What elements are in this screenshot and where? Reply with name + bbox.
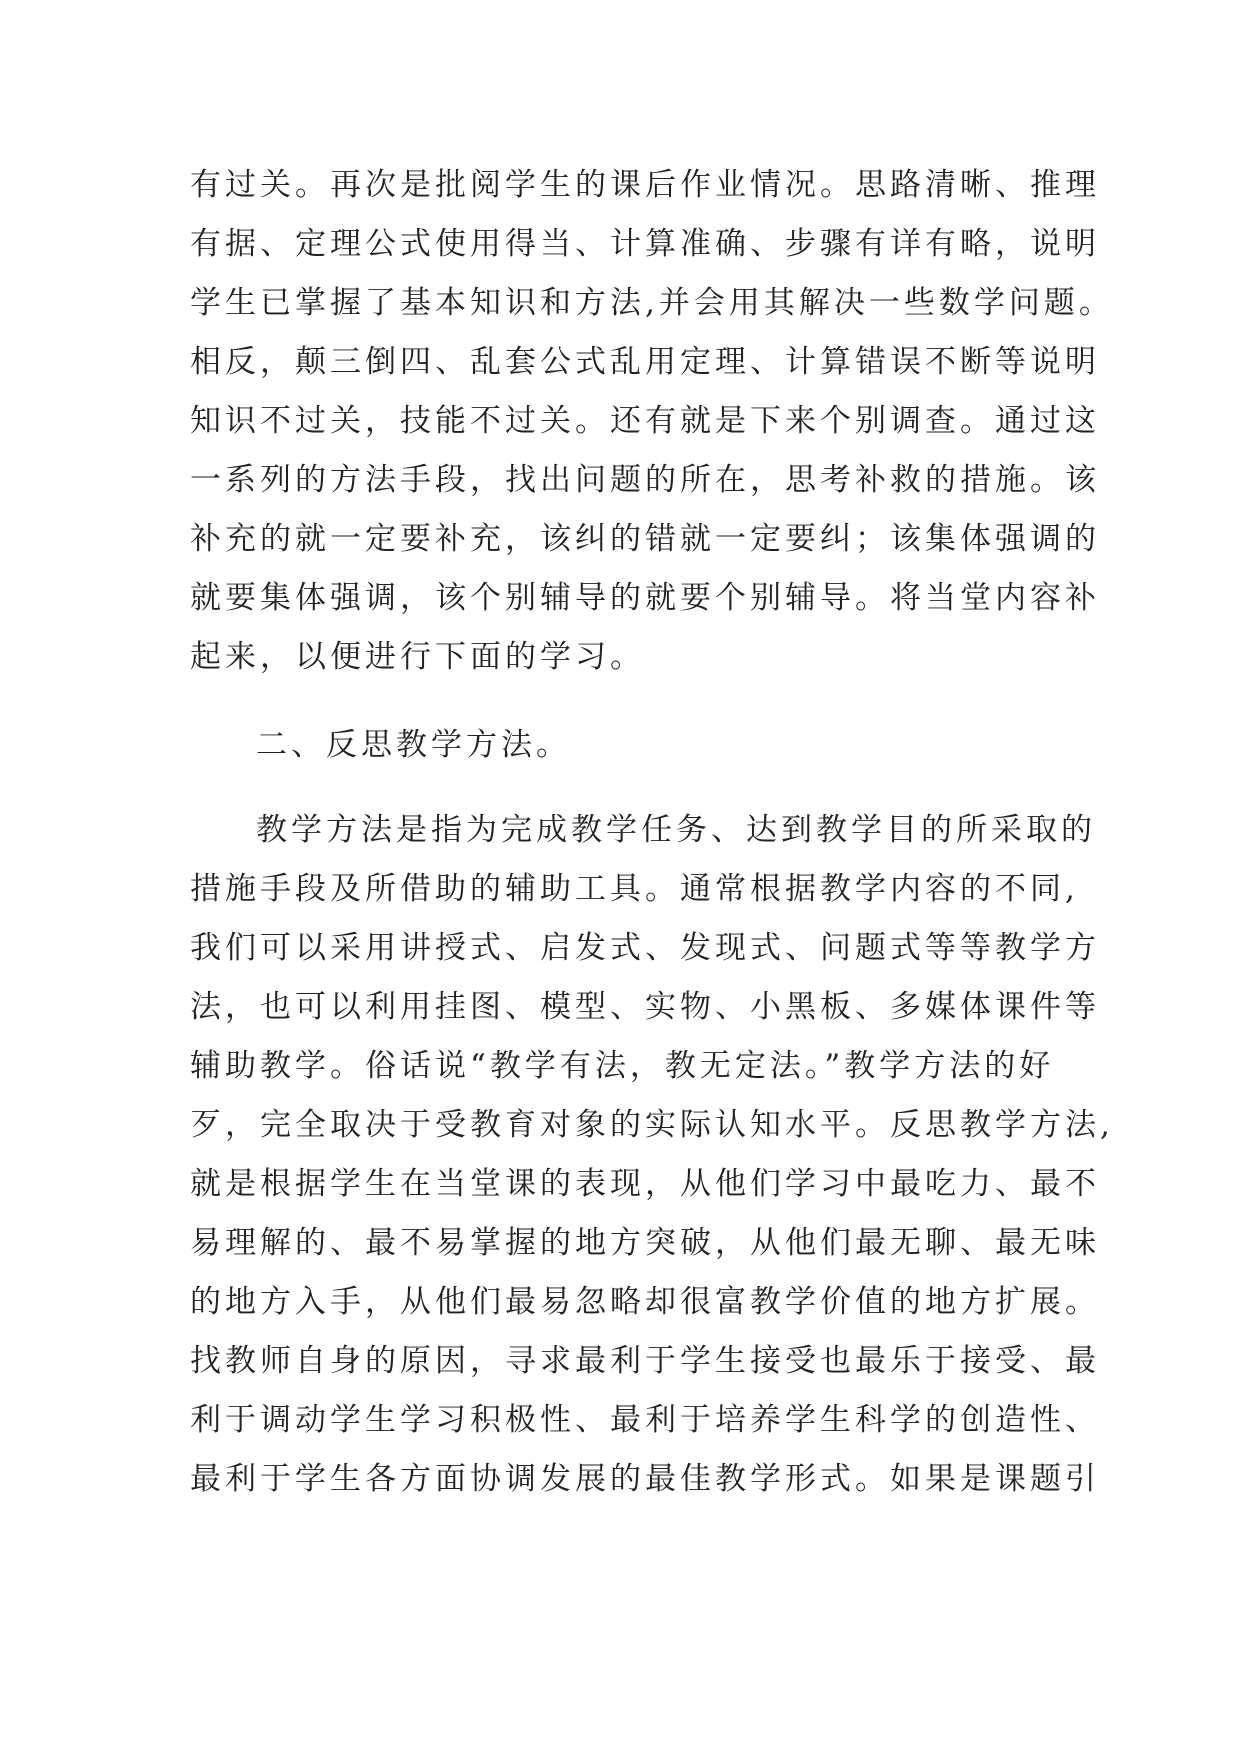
section-heading-block — [190, 716, 1080, 775]
text-line: 就要集体强调，该个别辅导的就要个别辅导。将当堂内容补 — [190, 580, 1100, 616]
text-line: 有过关。再次是批阅学生的课后作业情况。思路清晰、推理 — [190, 167, 1100, 203]
text-line: 措施手段及所借助的辅助工具。通常根据教学内容的不同, — [190, 871, 1079, 907]
text-line: 起来，以便进行下面的学习。 — [190, 639, 645, 675]
paragraph-1 — [190, 156, 1114, 687]
text-line: 有据、定理公式使用得当、计算准确、步骤有详有略，说明 — [190, 226, 1100, 262]
text-line: 法，也可以利用挂图、模型、实物、小黑板、多媒体课件等 — [190, 989, 1100, 1025]
text-line: 易理解的、最不易掌握的地方突破，从他们最无聊、最无味 — [190, 1225, 1100, 1261]
text-line: 教学方法是指为完成教学任务、达到教学目的所采取的 — [256, 812, 1096, 848]
text-line: 相反，颠三倒四、乱套公式乱用定理、计算错误不断等说明 — [190, 344, 1100, 380]
text-line: 找教师自身的原因，寻求最利于学生接受也最乐于接受、最 — [190, 1343, 1100, 1379]
text-line: 学生已掌握了基本知识和方法,并会用其解决一些数学问题。 — [190, 285, 1114, 321]
text-line: 知识不过关，技能不过关。还有就是下来个别调查。通过这 — [190, 403, 1100, 439]
text-line: 辅助教学。俗话说“教学有法，教无定法。”教学方法的好 — [190, 1048, 1055, 1084]
text-line: 歹，完全取决于受教育对象的实际认知水平。反思教学方法, — [190, 1107, 1114, 1143]
text-line: 我们可以采用讲授式、启发式、发现式、问题式等等教学方 — [190, 930, 1100, 966]
text-line: 就是根据学生在当堂课的表现，从他们学习中最吃力、最不 — [190, 1166, 1100, 1202]
paragraph-2 — [190, 801, 1114, 1509]
text-line: 最利于学生各方面协调发展的最佳教学形式。如果是课题引 — [190, 1461, 1100, 1497]
text-line: 利于调动学生学习积极性、最利于培养学生科学的创造性、 — [190, 1402, 1100, 1438]
text-line: 一系列的方法手段，找出问题的所在，思考补救的措施。该 — [190, 462, 1100, 498]
text-line: 补充的就一定要补充，该纠的错就一定要纠；该集体强调的 — [190, 521, 1100, 557]
text-line: 的地方入手，从他们最易忽略却很富教学价值的地方扩展。 — [190, 1284, 1100, 1320]
section-heading: 二、反思教学方法。 — [256, 727, 571, 763]
